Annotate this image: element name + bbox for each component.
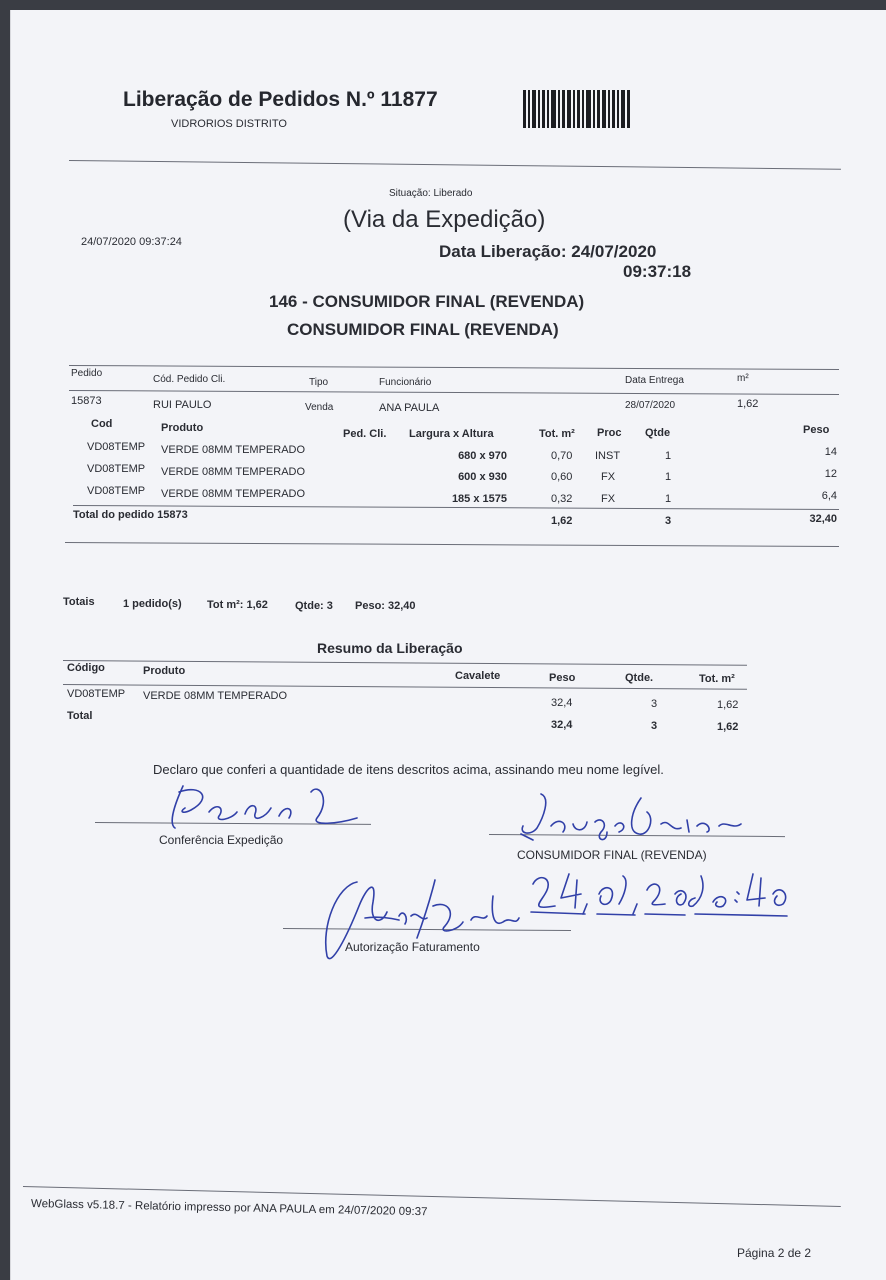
resumo-col-cavalete: Cavalete xyxy=(455,670,501,682)
item-dims: 600 x 930 xyxy=(458,471,507,483)
conferencia-label: Conferência Expedição xyxy=(159,833,284,847)
item-peso: 14 xyxy=(824,446,837,458)
col-funcionario: Funcionário xyxy=(379,377,432,388)
item-tot-m2: 0,70 xyxy=(551,450,573,462)
item-cod: VD08TEMP xyxy=(87,463,146,475)
printed-datetime: 24/07/2020 09:37:24 xyxy=(81,236,182,248)
client-line-2: CONSUMIDOR FINAL (REVENDA) xyxy=(287,320,559,339)
conferencia-signature xyxy=(161,778,371,838)
resumo-qtde: 3 xyxy=(651,698,658,710)
order-funcionario: ANA PAULA xyxy=(379,402,440,414)
item-produto: VERDE 08MM TEMPERADO xyxy=(161,466,306,478)
autorizacao-label: Autorização Faturamento xyxy=(345,940,480,954)
order-header-rule xyxy=(69,390,839,395)
resumo-tot-m2: 1,62 xyxy=(717,699,739,711)
resumo-total-label: Total xyxy=(67,710,93,722)
col-data-entrega: Data Entrega xyxy=(625,375,684,386)
item-cod: VD08TEMP xyxy=(87,441,146,453)
items-total-rule xyxy=(73,505,839,510)
item-proc: FX xyxy=(601,493,616,505)
item-peso: 12 xyxy=(824,468,837,480)
resumo-produto: VERDE 08MM TEMPERADO xyxy=(143,690,288,702)
order-total-peso: 32,40 xyxy=(809,513,837,525)
order-pedido: 15873 xyxy=(71,395,102,407)
declaration-text: Declaro que conferi a quantidade de itens descritos acima, assinando meu nome legível. xyxy=(153,762,664,777)
order-total-label: Total do pedido 15873 xyxy=(73,509,188,521)
client-line-1: 146 - CONSUMIDOR FINAL (REVENDA) xyxy=(269,292,585,311)
resumo-col-tot-m2: Tot. m² xyxy=(699,673,735,685)
totals-label: Totais xyxy=(63,596,95,608)
resumo-col-peso: Peso xyxy=(549,672,576,684)
via-label: (Via da Expedição) xyxy=(343,206,546,233)
col-tipo: Tipo xyxy=(309,377,329,388)
order-total-qtde: 3 xyxy=(665,515,672,527)
item-cod: VD08TEMP xyxy=(87,485,146,497)
item-peso: 6,4 xyxy=(821,490,837,502)
col-m2: m² xyxy=(737,373,749,384)
resumo-codigo: VD08TEMP xyxy=(67,688,126,700)
document-page xyxy=(10,10,886,1280)
col-cod-pedido-cli: Cód. Pedido Cli. xyxy=(153,374,226,385)
totals-pedidos: 1 pedido(s) xyxy=(123,598,182,610)
totals-peso: Peso: 32,40 xyxy=(355,600,416,612)
totals-m2: Tot m²: 1,62 xyxy=(207,599,268,611)
item-tot-m2: 0,32 xyxy=(551,493,573,505)
resumo-total-peso: 32,4 xyxy=(551,719,573,731)
item-produto: VERDE 08MM TEMPERADO xyxy=(161,444,306,456)
company-name: VIDRORIOS DISTRITO xyxy=(171,118,287,130)
order-table-bottom-rule xyxy=(65,542,839,547)
header-divider xyxy=(69,160,841,170)
col-qtde: Qtde xyxy=(645,427,671,439)
totals-qtde: Qtde: 3 xyxy=(295,600,333,612)
cliente-label: CONSUMIDOR FINAL (REVENDA) xyxy=(517,848,707,862)
order-m2: 1,62 xyxy=(737,398,759,410)
situacao-label: Situação: Liberado xyxy=(389,188,473,199)
col-proc: Proc xyxy=(597,427,622,439)
cliente-signature xyxy=(511,788,761,844)
resumo-total-qtde: 3 xyxy=(651,720,658,732)
col-cod: Cod xyxy=(91,418,113,430)
resumo-peso: 32,4 xyxy=(551,697,573,709)
barcode xyxy=(523,90,632,128)
item-produto: VERDE 08MM TEMPERADO xyxy=(161,488,306,500)
order-table-top-rule xyxy=(69,365,839,370)
order-tipo: Venda xyxy=(305,402,334,413)
order-cod-pedido-cli: RUI PAULO xyxy=(153,399,212,411)
order-data-entrega: 28/07/2020 xyxy=(625,400,676,411)
autorizacao-signature xyxy=(307,856,523,972)
data-liberacao: Data Liberação: 24/07/2020 xyxy=(439,242,657,261)
col-produto: Produto xyxy=(161,422,204,434)
item-dims: 680 x 970 xyxy=(458,450,507,462)
page-number: Página 2 de 2 xyxy=(737,1246,812,1260)
col-tot-m2: Tot. m² xyxy=(539,428,575,440)
col-ped-cli: Ped. Cli. xyxy=(343,428,387,440)
resumo-header-rule xyxy=(63,684,747,690)
col-dims: Largura x Altura xyxy=(409,428,494,440)
item-proc: INST xyxy=(595,450,621,462)
item-qtde: 1 xyxy=(665,493,672,505)
footer-printed-by: WebGlass v5.18.7 - Relatório impresso por ANA PAULA em 24/07/2020 09:37 xyxy=(30,1198,428,1219)
order-total-m2: 1,62 xyxy=(551,515,573,527)
resumo-col-produto: Produto xyxy=(143,665,186,677)
col-peso: Peso xyxy=(803,424,830,436)
handwritten-date xyxy=(525,864,795,924)
item-qtde: 1 xyxy=(665,471,672,483)
resumo-col-qtde: Qtde. xyxy=(625,672,654,684)
resumo-total-tot-m2: 1,62 xyxy=(717,721,739,733)
item-proc: FX xyxy=(601,471,616,483)
item-qtde: 1 xyxy=(665,450,672,462)
resumo-title: Resumo da Liberação xyxy=(317,640,463,656)
data-liberacao-time: 09:37:18 xyxy=(623,262,692,281)
item-tot-m2: 0,60 xyxy=(551,471,573,483)
resumo-col-codigo: Código xyxy=(67,662,105,674)
item-dims: 185 x 1575 xyxy=(451,493,507,505)
document-title: Liberação de Pedidos N.º 11877 xyxy=(123,88,438,111)
col-pedido: Pedido xyxy=(71,368,103,379)
